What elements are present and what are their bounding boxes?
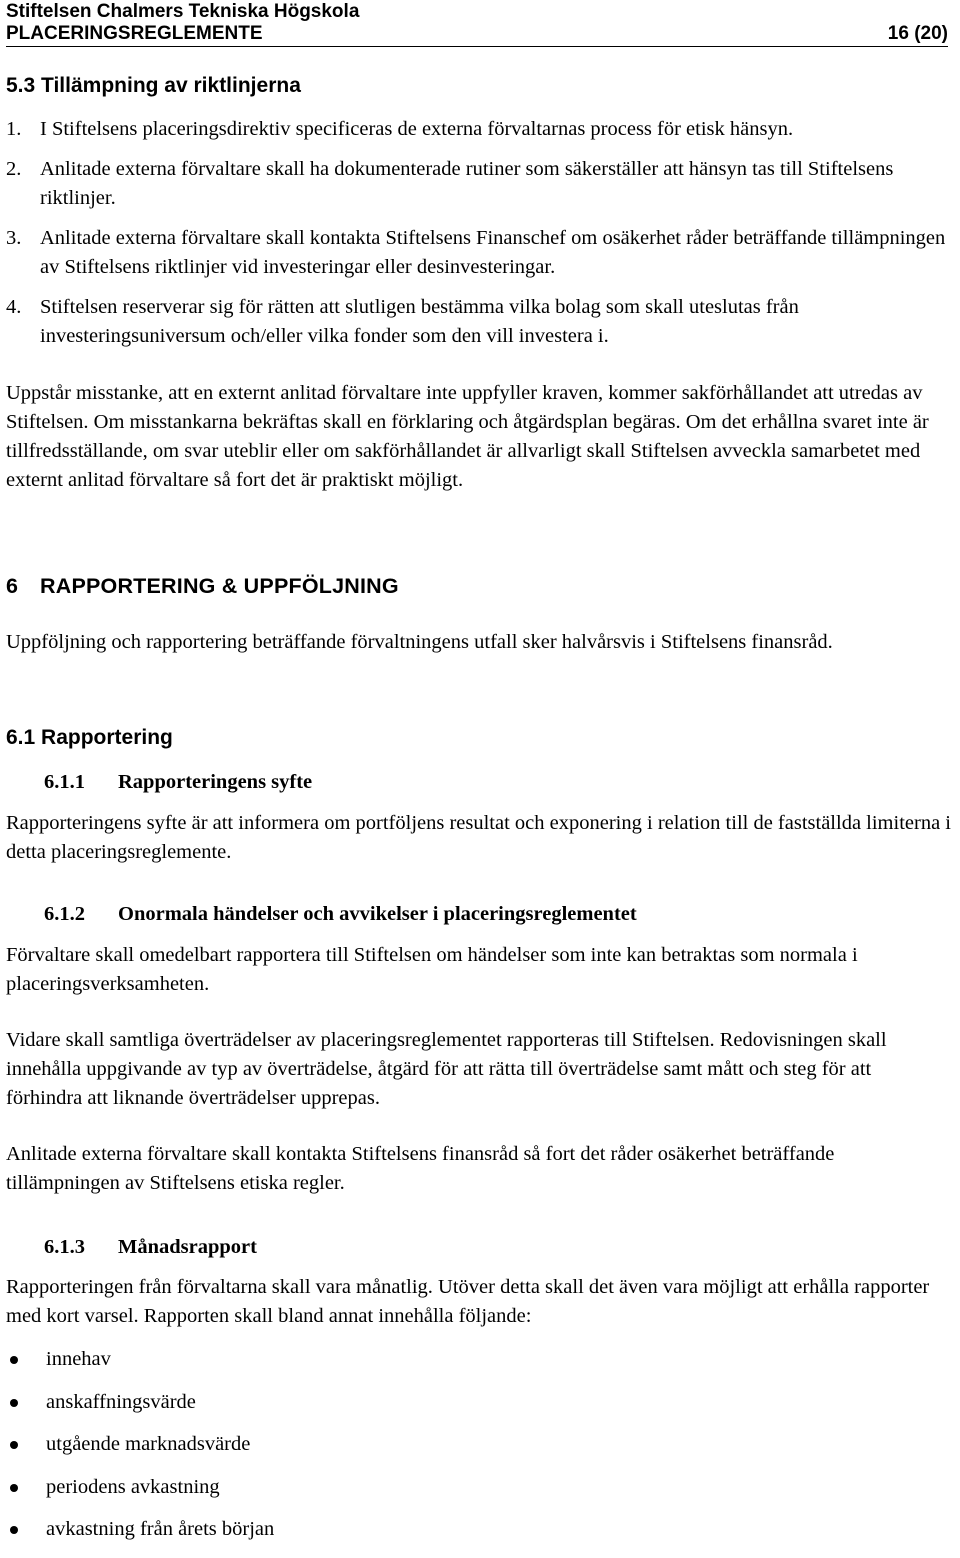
section-6-1-heading: 6.1 Rapportering: [6, 726, 173, 749]
header-document-title: PLACERINGSREGLEMENTE: [6, 23, 263, 44]
bullet-list-item: [6, 1388, 274, 1431]
section-6-paragraph: Uppföljning och rapportering beträffande förvaltningens utfall sker halvårsvis i Stiftelsens finansråd.: [6, 631, 833, 653]
section-6-1-1-paragraph: Rapporteringens syfte är att informera om portföljens resultat och exponering i relation till de fastställda limiterna i detta placeringsreglemente.: [6, 812, 951, 863]
bullet-dot: [10, 1441, 18, 1449]
list-item-text: Anlitade externa förvaltare skall ha dokumenterade rutiner som säkerställer att hänsyn tas till Stiftelsens riktlinjer.: [40, 158, 894, 209]
section-5-3-paragraph: Uppstår misstanke, att en externt anlitad förvaltare inte uppfyller kraven, kommer sakförhållandet att utredas av Stiftelsen. Om misstankarna bekräftas skall en förklaring och åtgärdsplan begäras. Om det erhållna svaret inte är tillfredsställande, om svar uteblir eller om sakförhållandet är allvarligt skall Stiftelsen avveckla samarbetet med externt anlitad förvaltare så fort det är praktiskt möjligt.: [6, 382, 929, 491]
bullet-dot: [10, 1356, 18, 1364]
section-5-3-numbered-list: [6, 115, 952, 362]
section-6-1-2-heading: [44, 900, 637, 929]
list-item-number: 4.: [6, 296, 22, 318]
section-6-1-2-title: Onormala händelser och avvikelser i placeringsreglementet: [118, 903, 637, 925]
section-6-1-3-number: 6.1.3: [44, 1236, 85, 1258]
section-6-title: RAPPORTERING & UPPFÖLJNING: [40, 574, 399, 598]
list-item-text: Anlitade externa förvaltare skall kontakta Stiftelsens Finanschef om osäkerhet råder beträffande tillämpningen av Stiftelsens riktlinjer vid investeringar eller desinvesteringar.: [40, 227, 946, 278]
numbered-list-item: [6, 115, 952, 144]
section-6-1-1-title: Rapporteringens syfte: [118, 771, 313, 793]
bullet-dot: [10, 1484, 18, 1492]
list-item-text: Stiftelsen reserverar sig för rätten att slutligen bestämma vilka bolag som skall uteslutas från investeringsuniversum och/eller vilka fonder som den vill investera i.: [40, 296, 799, 347]
bullet-item-text: innehav: [46, 1348, 111, 1370]
bullet-list-item: [6, 1430, 274, 1473]
numbered-list-item: [6, 224, 952, 282]
bullet-item-text: periodens avkastning: [46, 1475, 220, 1498]
section-6-1-2-paragraph-2: Vidare skall samtliga överträdelser av placeringsreglementet rapporteras till Stiftelsen. Redovisningen skall innehålla uppgivande av typ av överträdelse, åtgärd för att rätta till överträdelse samt mått och steg för att förhindra att liknande överträdelser upprepas.: [6, 1029, 887, 1109]
section-6-1-1-heading: [44, 768, 312, 797]
section-6-number: 6: [6, 574, 19, 598]
list-item-number: 2.: [6, 158, 22, 180]
list-item-text: I Stiftelsens placeringsdirektiv specificeras de externa förvaltarnas process för etisk hänsyn.: [40, 118, 794, 140]
section-6-heading: [6, 574, 952, 599]
section-6-1-3-paragraph: Rapporteringen från förvaltarna skall vara månatlig. Utöver detta skall det även vara möjligt att erhålla rapporter med kort varsel. Rapporten skall bland annat innehålla följande:: [6, 1276, 930, 1327]
section-6-1-2-paragraph-1: Förvaltare skall omedelbart rapportera till Stiftelsen om händelser som inte kan betraktas som normala i placeringsverksamheten.: [6, 944, 858, 995]
bullet-list-item: [6, 1473, 274, 1516]
section-6-1-2-paragraph-3: Anlitade externa förvaltare skall kontakta Stiftelsens finansråd så fort det råder osäkerhet beträffande tillämpningen av Stiftelsens etiska regler.: [6, 1143, 835, 1194]
list-item-number: 1.: [6, 118, 22, 140]
list-item-number: 3.: [6, 227, 22, 249]
numbered-list-item: [6, 293, 952, 351]
section-6-1-3-title: Månadsrapport: [118, 1236, 257, 1258]
header-page-number: 16 (20): [887, 23, 948, 44]
section-6-1-3-heading: [44, 1233, 257, 1262]
section-6-1-2-number: 6.1.2: [44, 903, 85, 925]
bullet-list-item: [6, 1515, 274, 1558]
bullet-item-text: avkastning från årets början: [46, 1518, 275, 1540]
section-6-1-3-bullet-list: [6, 1345, 274, 1558]
bullet-list-item: [6, 1345, 274, 1388]
page-header: [6, 0, 948, 47]
bullet-item-text: anskaffningsvärde: [46, 1390, 196, 1413]
numbered-list-item: [6, 155, 952, 213]
section-6-1-1-number: 6.1.1: [44, 771, 85, 793]
bullet-item-text: utgående marknadsvärde: [46, 1433, 251, 1455]
section-5-3-heading: 5.3 Tillämpning av riktlinjerna: [6, 74, 301, 97]
bullet-dot: [10, 1399, 18, 1407]
bullet-dot: [10, 1526, 18, 1534]
header-organization: Stiftelsen Chalmers Tekniska Högskola: [6, 1, 360, 22]
